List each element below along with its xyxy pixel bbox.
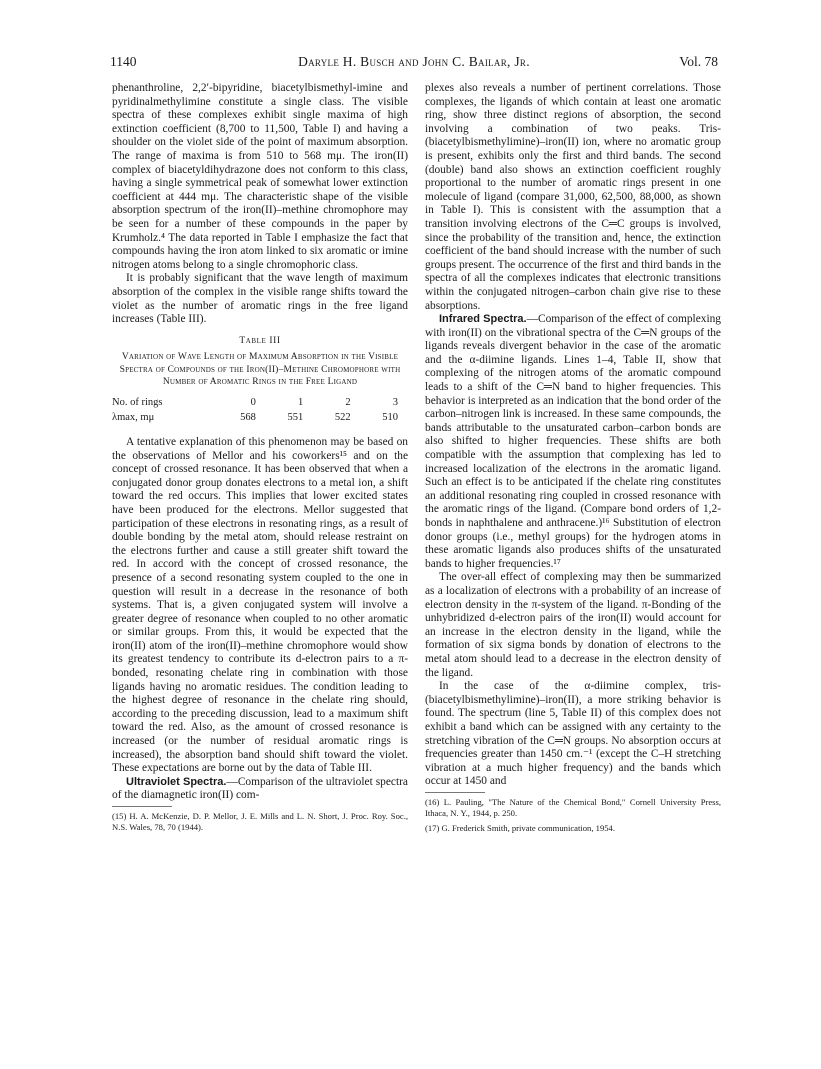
- running-header: [110, 54, 718, 74]
- footnote-rule: [425, 792, 485, 793]
- section-heading: Ultraviolet Spectra.: [126, 775, 227, 788]
- paragraph-text: —Comparison of the effect of complexing with iron(II) on the vibrational spectra of the C═N groups of the ligands reveals divergent behavior in the case of the aromatic and the α-diimine ligands. Lines 1–4, Table II, show that complexing of the nitrogen atoms of the aromatic compound leads to a shift of the C═N band to higher frequencies. This behavior is interpreted as an indication that the bond order of the carbon–nitrogen link is increased. In these same compounds, the bands attributable to the unsaturated carbon–carbon bonds are also shifted to higher frequencies. These shifts are both compatible with the assumption that complexing has led to increased localization of the electrons in the aromatic ligand. Such an effect is to be anticipated if the chelate ring constitutes an additional resonating ring coupled in crossed resonance with the aromatic rings of the ligand. (Compare bond orders of 1,2-bonds in naphthalene and anthracene.)¹⁶ Substitution of electron donor groups (i.e., methyl groups) for the hydrogen atoms in these aromatic ligands also produces shifts of the unsaturated bands to higher frequencies.¹⁷: [425, 313, 722, 570]
- section-heading: Infrared Spectra.: [439, 313, 527, 326]
- left-column: [112, 82, 408, 833]
- table-cell: 1: [298, 396, 304, 408]
- data-table: [112, 395, 408, 426]
- table-row: [112, 395, 408, 411]
- paragraph: In the case of the α-diimine complex, tris-(biacetylbismethylimine)–iron(II), a more striking behavior is found. The spectrum (line 5, Table II) of this complex does not exhibit a band which can be assigned with any certainty to the stretching vibration of the C═N groups. No absorption occurs at frequencies greater than 1450 cm.⁻¹ (except the C–H stretching vibration at a much higher frequency) and the bands which occur at 1450 and: [425, 680, 721, 788]
- paragraph-text: —Comparison of the ultraviolet spectra of the diamagnetic iron(II) com-: [112, 775, 408, 802]
- table-cell: 568: [240, 412, 256, 424]
- table-cell: 522: [334, 412, 351, 424]
- paragraph: The over-all effect of complexing may then be summarized as a localization of electrons with a probability of an increase of electron density in the π-system of the ligand. π-Bonding of the unhybridized d-electron pairs of the iron(II) would account for an increase in the electron density in the ligand, while the formation of six sigma bonds by donation of electrons to the metal atom should lead to a decrease in the electron density of the ligand.: [425, 571, 721, 679]
- table-row: [112, 410, 408, 426]
- row-label-rings: No. of rings: [112, 396, 163, 408]
- paragraph: phenanthroline, 2,2′-bipyridine, biacetylbismethyl-imine and pyridinalmethylimine constitute a single class. The visible spectra of these complexes exhibit single maxima of high extinction coefficient (8,700 to 11,500, Table I) and having a shoulder on the violet side of the point of maximum absorption. The range of maxima is from 510 to 568 mμ. The iron(II) complex of biacetyldihydrazone does not conform to this class, having a single symmetrical peak of somewhat lower extinction coefficient at 444 mμ. The characteristic shape of the visible absorption spectrum of the iron(II)–methine chromophore may be seen for a number of these compounds in the paper by Krumholz.⁴ The data reported in Table I emphasize the fact that compounds having the iron atom linked to six aromatic or imine nitrogen atoms belong to a single chromophoric class.: [112, 82, 408, 271]
- table-title: Table III: [239, 335, 281, 346]
- paragraph: plexes also reveals a number of pertinent correlations. Those complexes, the ligands of which contain at least one aromatic ring, show three distinct regions of absorption, the second involving a combination of two peaks. Tris-(biacetylbismethylimine)–iron(II) ion, where no aromatic group is present, exhibits only the first and third bands. The second (double) band also shows an extinction coefficient roughly proportional to the number of aromatic rings present in one molecule of ligand (compare 31,000, 62,500, 88,000, as shown in Table I). This is consistent with the assumption that a transition involving electrons of the C═C groups is involved, since the probability of the transition and, hence, the extinction coefficient of the band should increase with the number of such groups present. The occurrence of the first and third bands in the spectra of all the complexes indicates that electronic transitions within the conjugated nitrogen–carbon chain give rise to these absorptions.: [425, 82, 721, 312]
- table-cell: 0: [250, 396, 256, 408]
- table-cell: 2: [345, 396, 351, 408]
- footnote-rule: [112, 806, 172, 807]
- table-cell: 3: [392, 396, 398, 408]
- table-cell: 551: [287, 412, 304, 424]
- table-caption: Variation of Wave Length of Maximum Absorption in the Visible Spectra of Compounds of the Iron(II)–Methine Chromophore with Number of Aromatic Rings in the Free Ligand: [119, 352, 401, 388]
- table-cell: 510: [382, 412, 398, 424]
- running-authors: Daryle H. Busch and John C. Bailar, Jr.: [298, 54, 530, 69]
- footnote: (15) H. A. McKenzie, D. P. Mellor, J. E. Mills and L. N. Short, J. Proc. Roy. Soc., N.S. Wales, 78, 70 (1944).: [112, 811, 408, 832]
- page-number: 1140: [110, 54, 137, 69]
- journal-volume: Vol. 78: [679, 54, 718, 69]
- footnote: (17) G. Frederick Smith, private communication, 1954.: [425, 822, 615, 833]
- paragraph: [425, 313, 721, 571]
- table-iii: [112, 335, 408, 426]
- paragraph: It is probably significant that the wave length of maximum absorption of the complex in the visible range shifts toward the violet as the number of aromatic rings in the free ligand increases (Table III).: [112, 272, 408, 326]
- paragraph: [112, 776, 408, 803]
- right-column: [425, 82, 721, 834]
- footnote: (16) L. Pauling, "The Nature of the Chemical Bond," Cornell University Press, Ithaca, N. Y., 1944, p. 250.: [425, 796, 721, 818]
- paragraph: A tentative explanation of this phenomenon may be based on the observations of Mellor and his coworkers¹⁵ and on the concept of crossed resonance. It has been observed that when a conjugated donor group donates electrons to a metal ion, a shift toward the red occurs. This implies that lower excited states have been produced for the electrons. Mellor suggested that participation of these electrons in resonating rings, as a result of double bonding by the metal atom, should release restraint on the electrons further and cause a still greater shift toward the red. In accord with the concept of crossed resonance, the presence of a second resonating system coupled to the one in question will result in a decrease in the resonance of both systems. That is, a given conjugated system will involve a greater degree of resonance when coupled to no other aromatic or similar groups. From this, it would be expected that the iron(II) atom of the iron(II)–methine chromophore would show its greatest tendency to contribute its d-electron pairs to a π-bonded, resonating chelate ring in combination with those ligands having no aromatic residues. The condition leading to the highest degree of resonance in the chelate ring should, according to the preceding discussion, lead to a maximum shift toward the red. Also, as the amount of crossed resonance is increased (or the number of residual aromatic rings is increased), the absorption band should shift toward the violet. These expectations are borne out by the data of Table III.: [112, 435, 408, 775]
- row-label-lambda: λmax, mμ: [112, 412, 155, 424]
